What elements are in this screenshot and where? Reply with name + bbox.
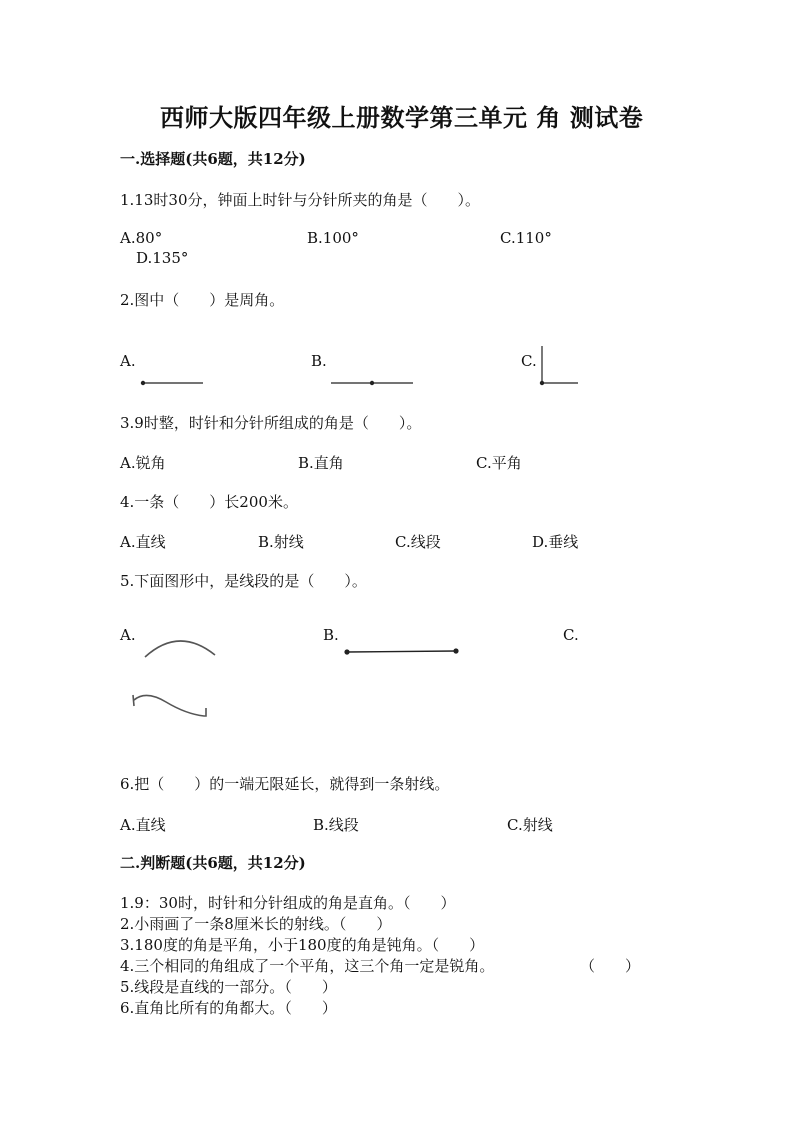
q1-option-a[interactable]: A.80° bbox=[120, 229, 163, 247]
q1-option-d[interactable]: D.135° bbox=[136, 249, 189, 267]
q3-option-c[interactable]: C.平角 bbox=[476, 454, 522, 472]
q5-figure-a-curve bbox=[143, 636, 219, 660]
q5-figure-c-wave bbox=[130, 692, 214, 722]
question-6-text: 6.把（ ）的一端无限延长，就得到一条射线。 bbox=[120, 775, 450, 793]
q5-option-c[interactable]: C. bbox=[563, 626, 579, 644]
q2-option-c[interactable]: C. bbox=[521, 352, 537, 370]
judgement-item-6: 6.直角比所有的角都大。（ ） bbox=[120, 999, 337, 1017]
q6-option-a[interactable]: A.直线 bbox=[120, 816, 166, 834]
q1-option-c[interactable]: C.110° bbox=[500, 229, 552, 247]
question-3-text: 3.9时整，时针和分针所组成的角是（ ）。 bbox=[120, 414, 422, 432]
question-4-text: 4.一条（ ）长200米。 bbox=[120, 493, 298, 511]
q6-option-c[interactable]: C.射线 bbox=[507, 816, 553, 834]
page-title: 西师大版四年级上册数学第三单元 角 测试卷 bbox=[160, 103, 644, 132]
q2-figure-a-ray bbox=[140, 376, 206, 388]
q3-option-b[interactable]: B.直角 bbox=[298, 454, 344, 472]
question-5-text: 5.下面图形中，是线段的是（ ）。 bbox=[120, 572, 367, 590]
q2-figure-c-right-angle bbox=[537, 344, 581, 388]
q4-option-a[interactable]: A.直线 bbox=[120, 533, 166, 551]
q5-option-b[interactable]: B. bbox=[323, 626, 339, 644]
q5-figure-b-segment bbox=[343, 646, 461, 658]
q5-option-a[interactable]: A. bbox=[120, 626, 136, 644]
q2-option-a[interactable]: A. bbox=[120, 352, 136, 370]
judgement-item-1: 1.9：30时，时针和分针组成的角是直角。（ ） bbox=[120, 894, 456, 912]
q4-option-b[interactable]: B.射线 bbox=[258, 533, 304, 551]
judgement-item-2: 2.小雨画了一条8厘米长的射线。（ ） bbox=[120, 915, 392, 933]
q2-option-b[interactable]: B. bbox=[311, 352, 327, 370]
judgement-item-4: 4.三个相同的角组成了一个平角，这三个角一定是锐角。 bbox=[120, 957, 495, 975]
judgement-item-5: 5.线段是直线的一部分。（ ） bbox=[120, 978, 337, 996]
judgement-item-3: 3.180度的角是平角，小于180度的角是钝角。（ ） bbox=[120, 936, 485, 954]
section-heading-judgement: 二.判断题(共6题，共12分) bbox=[120, 854, 306, 872]
q6-option-b[interactable]: B.线段 bbox=[313, 816, 359, 834]
question-2-text: 2.图中（ ）是周角。 bbox=[120, 291, 285, 309]
section-heading-choice: 一.选择题(共6题，共12分) bbox=[120, 150, 306, 168]
q4-option-c[interactable]: C.线段 bbox=[395, 533, 441, 551]
question-1-text: 1.13时30分，钟面上时针与分针所夹的角是（ ）。 bbox=[120, 191, 480, 209]
judgement-item-4-answer-blank[interactable]: （ ） bbox=[580, 957, 641, 975]
q1-option-b[interactable]: B.100° bbox=[307, 229, 359, 247]
q2-figure-b-straight-angle bbox=[330, 376, 416, 388]
q4-option-d[interactable]: D.垂线 bbox=[532, 533, 579, 551]
q3-option-a[interactable]: A.锐角 bbox=[120, 454, 166, 472]
